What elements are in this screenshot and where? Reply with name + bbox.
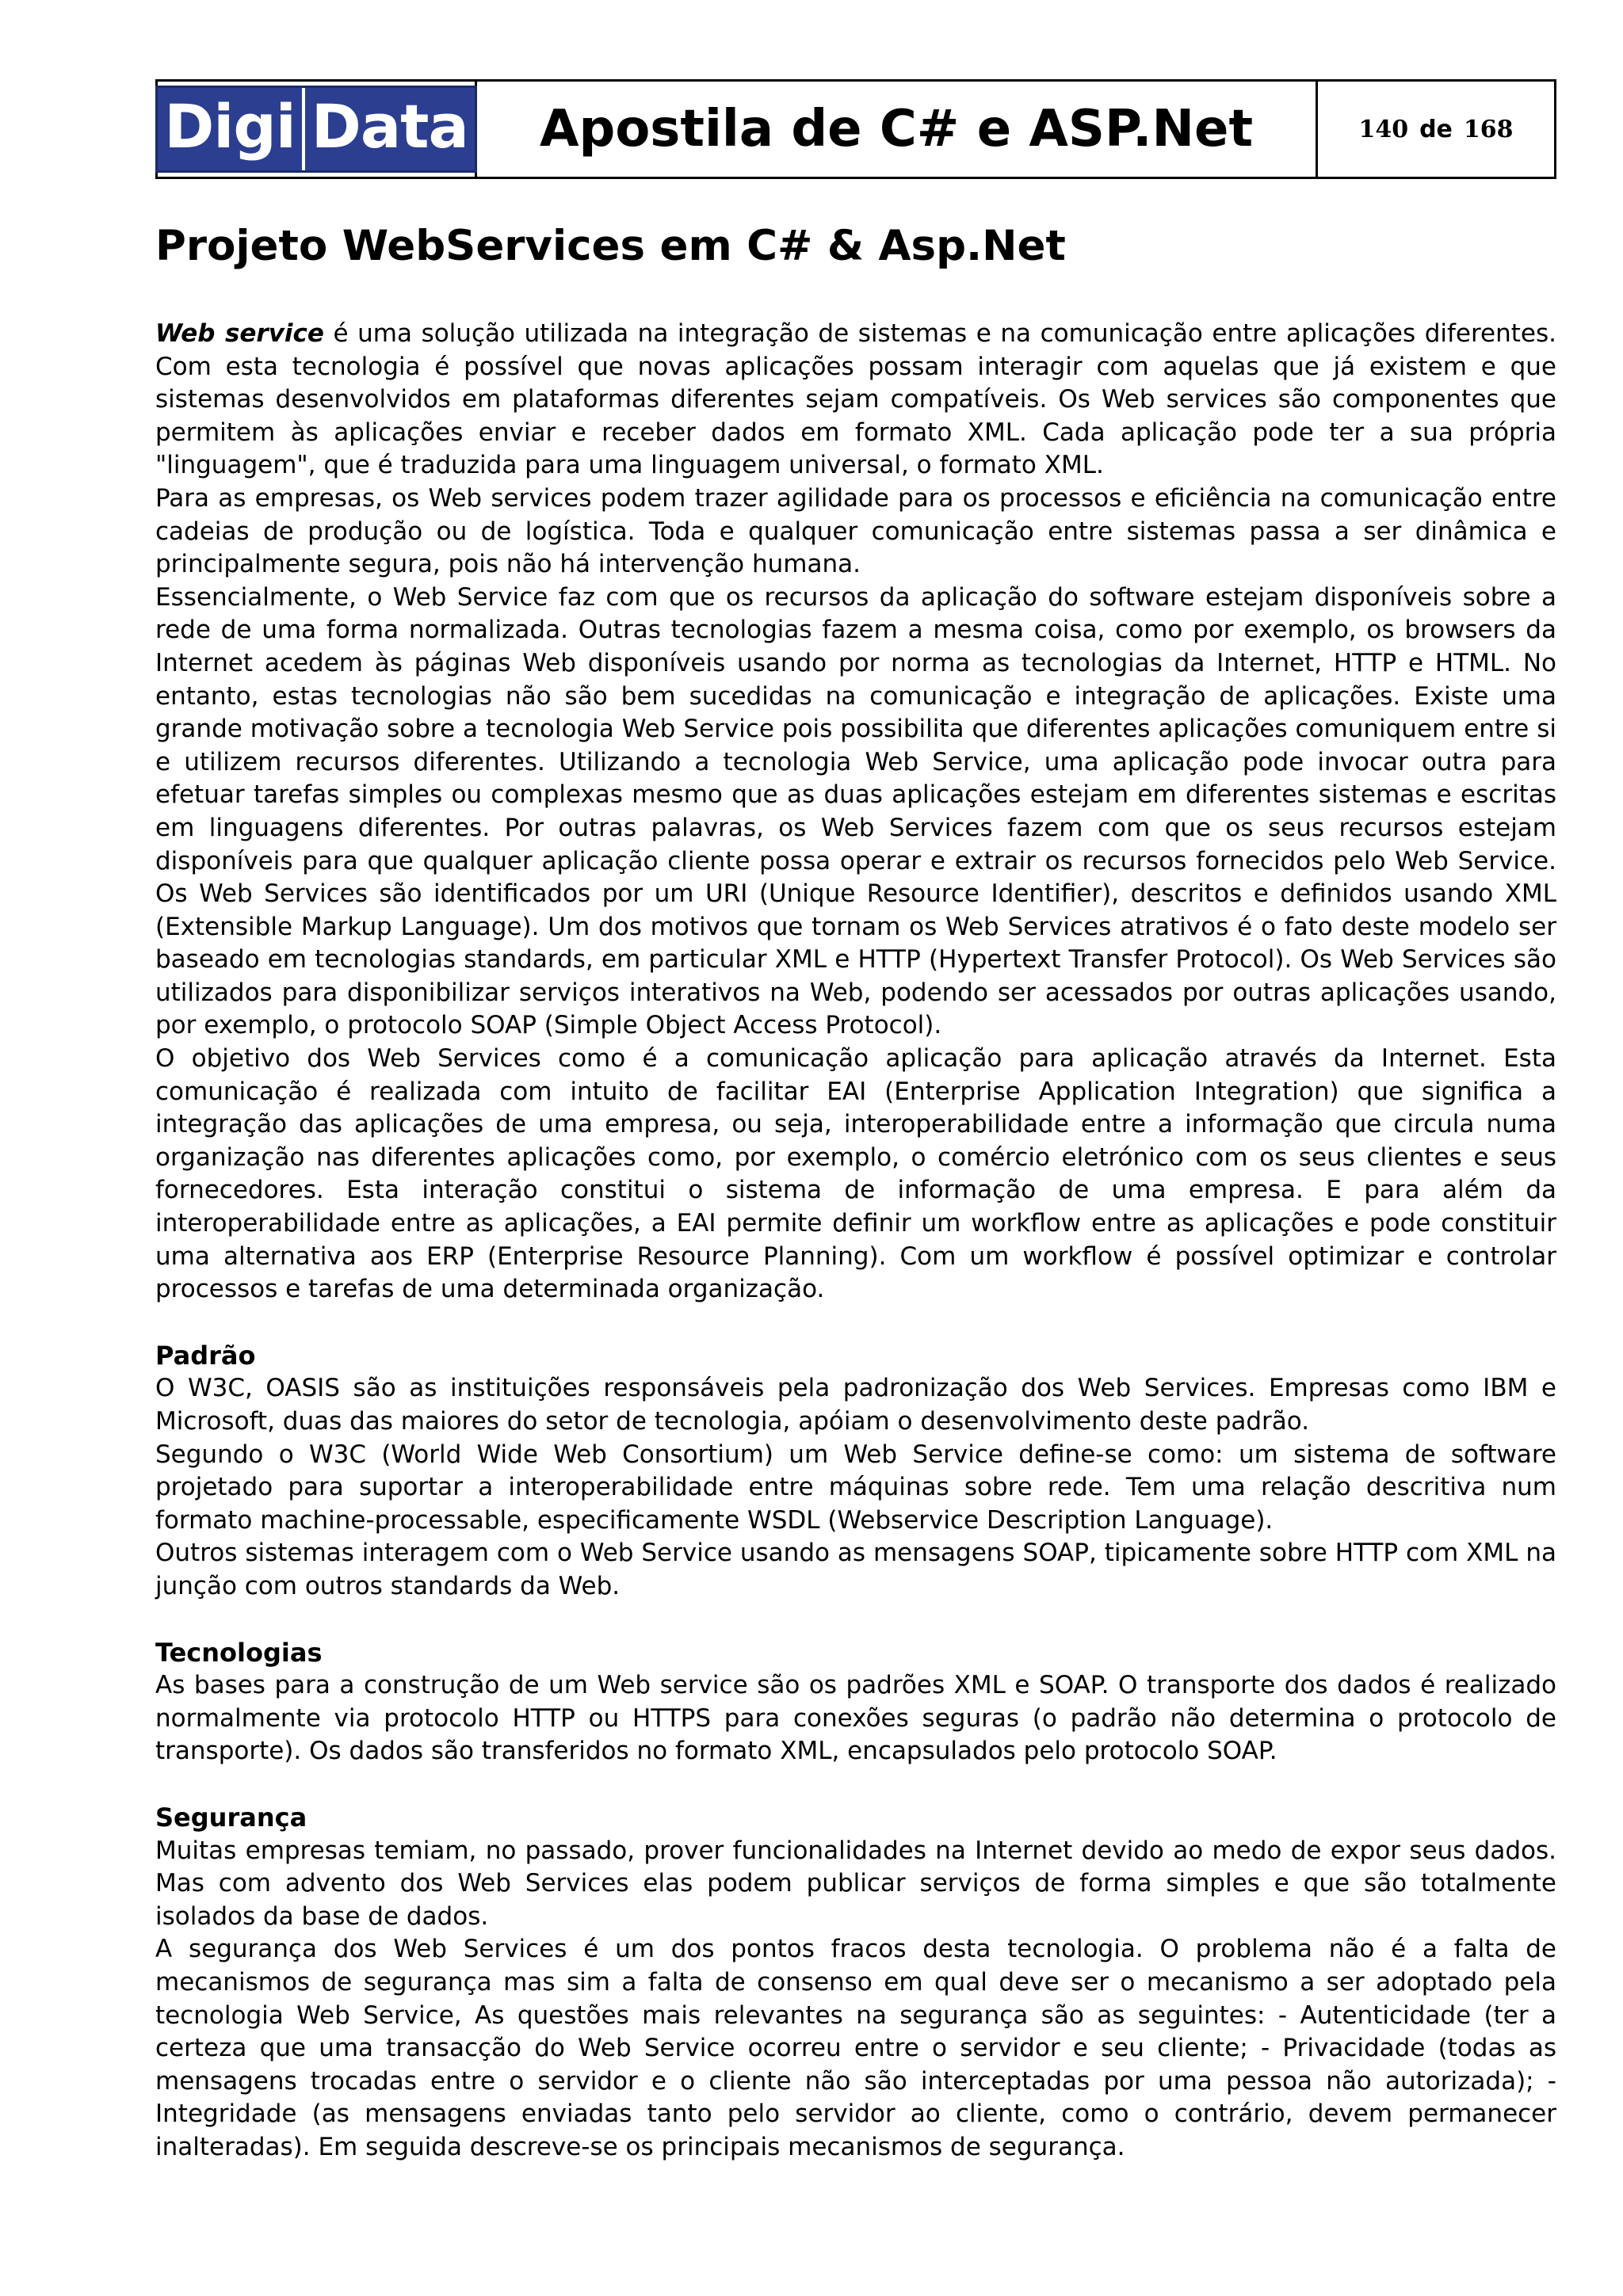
intro-paragraph-3: Essencialmente, o Web Service faz com que os recursos da aplicação do software estejam disponíveis sobre a rede de uma forma normalizada. Outras tecnologias fazem a mesma coisa, como por exemplo, os browsers da Internet acedem às páginas Web disponíveis usando por norma as tecnologias da Internet, HTTP e HTML. No entanto, estas tecnologias não são bem sucedidas na comunicação e integração de aplicações. Existe uma grande motivação sobre a tecnologia Web Service pois possibilita que diferentes aplicações comuniquem entre si e utilizem recursos diferentes. Utilizando a tecnologia Web Service, uma aplicação pode invocar outra para efetuar tarefas simples ou complexas mesmo que as duas aplicações estejam em diferentes sistemas e escritas em linguagens diferentes. Por outras palavras, os Web Services fazem com que os seus recursos estejam disponíveis para que qualquer aplicação cliente possa operar e extrair os recursos fornecidos pelo Web Service. Os Web Services são identificados por um URI (Unique Resource Identifier), descritos e definidos usando XML (Extensible Markup Language). Um dos motivos que tornam os Web Services atrativos é o fato deste modelo ser baseado em tecnologias standards, em particular XML e HTTP (Hypertext Transfer Protocol). Os Web Services são utilizados para disponibilizar serviços interativos na Web, podendo ser acessados por outras aplicações usando, por exemplo, o protocolo SOAP (Simple Object Access Protocol). [155,582,1556,1040]
page-header [155,79,1556,179]
padrao-paragraph-3: Outros sistemas interagem com o Web Service usando as mensagens SOAP, tipicamente sobre HTTP com XML na junção com outros standards da Web. [155,1539,1556,1600]
logo-text-digi: Digi [158,88,305,170]
logo-cell [158,82,477,177]
tecnologias-paragraph-1: As bases para a construção de um Web service são os padrões XML e SOAP. O transporte dos dados é realizado normalmente via protocolo HTTP ou HTTPS para conexões seguras (o padrão não determina o protocolo de transporte). Os dados são transferidos no formato XML, encapsulados pelo protocolo SOAP. [155,1671,1556,1766]
header-title-cell [477,82,1318,177]
padrao-paragraph-1: O W3C, OASIS são as instituições responsáveis pela padronização dos Web Services. Empresas como IBM e Microsoft, duas das maiores do setor de tecnologia, apóiam o desenvolvimento deste padrão. [155,1374,1556,1436]
padrao-paragraph-2: Segundo o W3C (World Wide Web Consortium) um Web Service define-se como: um sistema de software projetado para suportar a interoperabilidade entre máquinas sobre rede. Tem uma relação descritiva num formato machine-processable, especificamente WSDL (Webservice Description Language). [155,1440,1556,1535]
intro-paragraph-2: Para as empresas, os Web services podem trazer agilidade para os processos e eficiência na comunicação entre cadeias de produção ou de logística. Toda e qualquer comunicação entre sistemas passa a ser dinâmica e principalmente segura, pois não há intervenção humana. [155,483,1556,579]
digidata-logo [155,86,477,173]
intro-paragraph-1-text: é uma solução utilizada na integração de sistemas e na comunicação entre aplicações diferentes. Com esta tecnologia é possível que novas aplicações possam interagir com aquelas que já existem e que sistemas desenvolvidos em plataformas diferentes sejam compatíveis. Os Web services são componentes que permitem às aplicações enviar e receber dados em formato XML. Cada aplicação pode ter a sua própria "linguagem", que é traduzida para uma linguagem universal, o formato XML. [155,319,1556,480]
logo-text-data: Data [305,88,475,170]
header-title: Apostila de C# e ASP.Net [539,100,1254,158]
page-total: 168 [1463,115,1514,143]
seguranca-paragraph-1: Muitas empresas temiam, no passado, prover funcionalidades na Internet devido ao medo de expor seus dados. Mas com advento dos Web Services elas podem publicar serviços de forma simples e que são totalmente isolados da base de dados. [155,1836,1556,1931]
section-heading-padrao: Padrão [155,1340,256,1371]
seguranca-paragraph-2: A segurança dos Web Services é um dos pontos fracos desta tecnologia. O problema não é a falta de mecanismos de segurança mas sim a falta de consenso em qual deve ser o mecanismo a ser adoptado pela tecnologia Web Service, As questões mais relevantes na segurança são as seguintes: - Autenticidade (ter a certeza que uma transacção do Web Service ocorreu entre o servidor e seu cliente; - Privacidade (todas as mensagens trocadas entre o servidor e o cliente não são interceptadas por uma pessoa não autorizada); - Integridade (as mensagens enviadas tanto pelo servidor ao cliente, como o contrário, devem permanecer inalteradas). Em seguida descreve-se os principais mecanismos de segurança. [155,1935,1556,2161]
section-heading-seguranca: Segurança [155,1802,307,1833]
page-of-label: de [1419,115,1453,143]
document-body [155,214,1556,2164]
page-number-cell [1318,82,1554,177]
web-service-term: Web service [155,319,324,348]
page-current: 140 [1358,115,1409,143]
intro-paragraph-4: O objetivo dos Web Services como é a comunicação aplicação para aplicação através da Internet. Esta comunicação é realizada com intuito de facilitar EAI (Enterprise Application Integration) que significa a integração das aplicações de uma empresa, ou seja, interoperabilidade entre a informação que circula numa organização nas diferentes aplicações como, por exemplo, o comércio eletrónico com os seus clientes e seus fornecedores. Esta interação constitui o sistema de informação de uma empresa. E para além da interoperabilidade entre as aplicações, a EAI permite definir um workflow entre as aplicações e pode constituir uma alternativa aos ERP (Enterprise Resource Planning). Com um workflow é possível optimizar e controlar processos e tarefas de uma determinada organização. [155,1044,1556,1304]
section-heading-tecnologias: Tecnologias [155,1637,323,1668]
intro-paragraph-1 [155,318,1556,482]
document-title: Projeto WebServices em C# & Asp.Net [155,222,1066,270]
